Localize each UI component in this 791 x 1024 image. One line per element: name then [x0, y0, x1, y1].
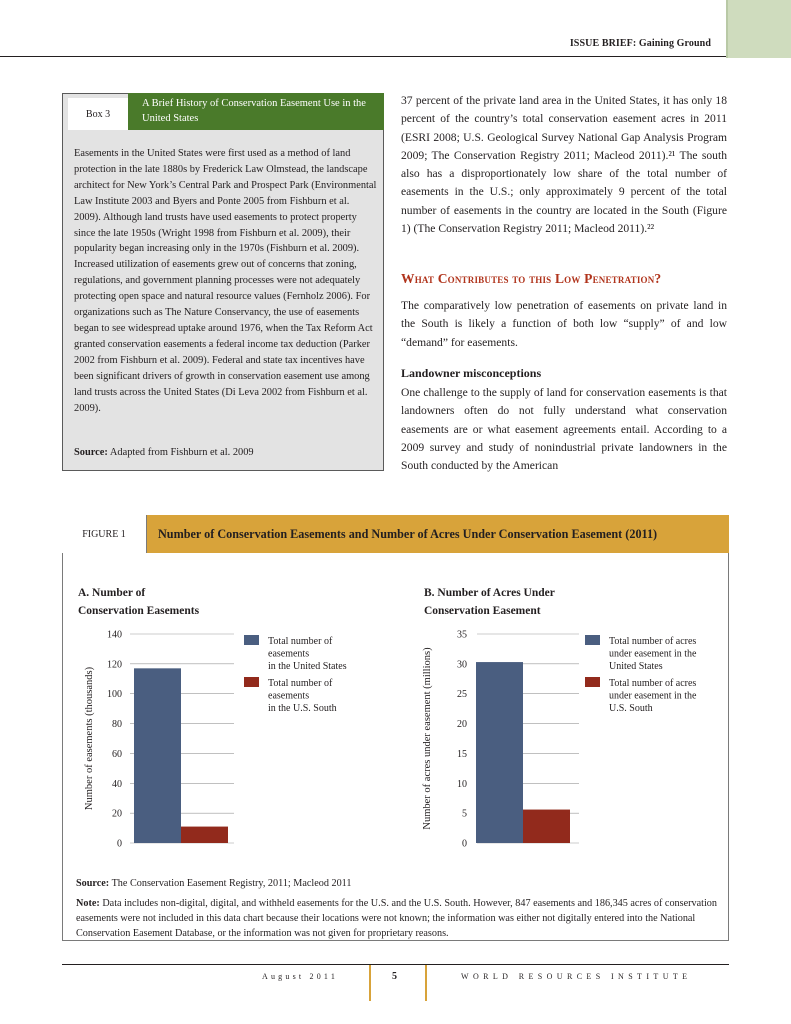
figure-label: FIGURE 1	[62, 515, 147, 553]
body-paragraph-2: The comparatively low penetration of easements on private land in the South is likely a function of both low “supply” of and low “demand” for easements.	[401, 299, 727, 349]
body-paragraph-3: One challenge to the supply of land for conservation easements is that landowners often do not fully understand what conservation easements are or what easement agreements entail. According to a 2009 survey and study of nonindustrial private landowners in the South conducted by the American	[401, 386, 727, 473]
y-tick-label: 120	[107, 659, 122, 671]
running-header: ISSUE BRIEF: Gaining Ground	[569, 38, 711, 49]
body-paragraph-1: 37 percent of the private land area in the United States, it has only 18 percent of the country’s total conservation easement acres in 2011 (ESRI 2008; U.S. Geological Survey National Gap Analysis Program 2009; The Conservation Registry 2011; Macleod 2011).²¹ The south also has a disproportionately low share of the total number of easements in the U.S.; only approximately 9 percent of the total number of easements in the country are located in the South (Figure 1) (The Conservation Registry 2011; Macleod 2011).²²	[401, 94, 727, 236]
box-label: Box 3	[68, 98, 128, 130]
chart-title-line: Conservation Easements	[78, 605, 200, 617]
figure-title: Number of Conservation Easements and Number of Acres Under Conservation Easement (2011)	[147, 515, 729, 553]
y-tick-label: 0	[462, 838, 467, 850]
chart-title-line: A. Number of	[78, 587, 146, 599]
box-title: A Brief History of Conservation Easement Use in the United States	[128, 93, 384, 130]
y-tick-label: 5	[462, 808, 467, 820]
y-tick-label: 0	[117, 838, 122, 850]
footer-organization: WORLD RESOURCES INSTITUTE	[461, 972, 692, 981]
legend-swatch	[244, 635, 259, 645]
section-heading: What Contributes to this Low Penetration?	[401, 271, 662, 286]
legend-swatch	[585, 635, 600, 645]
figure-source-label: Source:	[76, 878, 110, 889]
subsection-heading: Landowner misconceptions	[401, 366, 542, 380]
footer-date: August 2011	[262, 972, 339, 981]
figure-source	[76, 878, 352, 889]
bar-united-states	[476, 662, 523, 843]
figure-note-label: Note:	[76, 898, 100, 909]
y-tick-label: 10	[457, 778, 467, 790]
page-number: 5	[392, 971, 397, 982]
y-tick-label: 30	[457, 659, 467, 671]
legend-swatch	[585, 677, 600, 687]
legend-label: easements	[268, 690, 310, 702]
figure-note-text: Data includes non-digital, digital, and withheld easements for the U.S. and the U.S. South. However, 847 easements and 186,345 acres of conservation easements were not included in this data chart because their locations were not known; the information was either not digitally entered into the National Conservation Easement Database, or the information was not given for proprietary reasons.	[76, 898, 717, 939]
box-body: Easements in the United States were first used as a method of land protection in the late 1880s by Frederick Law Olmstead, the landscape architect for New York’s Central Park and Prospect Park (Environmental Law Institute 2003 and Byers and Ponte 2005 from Fishburn et al. 2009). Although land trusts have used easements to protect property since the late 1950s (Wright 1998 from Fishburn et al. 2009), their popularity began increasing only in the 1970s (Fishburn et al. 2009). Increased utilization of easements grew out of concerns that zoning, regulations, and government planning processes were not adequately protecting open space and natural resource values (Fernholz 2006). For organizations such as The Nature Conservancy, the use of easements began to see widespread uptake around 1976, when the Tax Reform Act granted conservation easements a federal income tax deduction (Parker 2002 from Fishburn et al. 2009). Federal and state tax incentives have been significant drivers of growth in conservation easement use among land trusts across the United States (Di Leva 2002 from Fishburn et al. 2009).	[74, 148, 377, 414]
y-tick-label: 40	[112, 778, 122, 790]
y-tick-label: 100	[107, 689, 122, 701]
legend-label: Total number of	[268, 636, 333, 647]
figure-charts	[62, 553, 729, 873]
y-tick-label: 140	[107, 629, 122, 641]
legend-label: Total number of acres	[609, 678, 697, 689]
y-axis-label: Number of acres under easement (millions)	[422, 647, 433, 830]
y-tick-label: 25	[457, 689, 467, 701]
figure-source-text: The Conservation Easement Registry, 2011; Macleod 2011	[111, 878, 352, 889]
bar-us-south	[181, 827, 228, 843]
header-rule	[0, 56, 726, 57]
legend-label: United States	[609, 661, 663, 672]
legend-label: under easement in the	[609, 648, 697, 660]
legend-label: U.S. South	[609, 703, 653, 714]
chart-title-line: Conservation Easement	[424, 605, 541, 617]
bar-united-states	[134, 668, 181, 843]
legend-label: easements	[268, 648, 310, 660]
box-source-text: Adapted from Fishburn et al. 2009	[109, 447, 254, 458]
footer-divider-left	[369, 965, 371, 1001]
figure-note	[76, 896, 721, 941]
y-tick-label: 20	[112, 808, 122, 820]
box-source	[74, 447, 374, 458]
legend-label: under easement in the	[609, 690, 697, 702]
corner-tab	[726, 0, 791, 58]
y-tick-label: 15	[457, 748, 467, 760]
y-tick-label: 60	[112, 748, 122, 760]
footer-divider-right	[425, 965, 427, 1001]
bar-us-south	[523, 810, 570, 843]
legend-label: in the United States	[268, 661, 347, 672]
box-source-label: Source:	[74, 447, 108, 458]
chart-title-line: B. Number of Acres Under	[424, 587, 555, 599]
legend-swatch	[244, 677, 259, 687]
y-axis-label: Number of easements (thousands)	[84, 666, 95, 811]
footer-rule	[62, 964, 729, 965]
legend-label: in the U.S. South	[268, 703, 337, 714]
y-tick-label: 35	[457, 629, 467, 641]
y-tick-label: 20	[457, 719, 467, 731]
legend-label: Total number of	[268, 678, 333, 689]
legend-label: Total number of acres	[609, 636, 697, 647]
y-tick-label: 80	[112, 719, 122, 731]
